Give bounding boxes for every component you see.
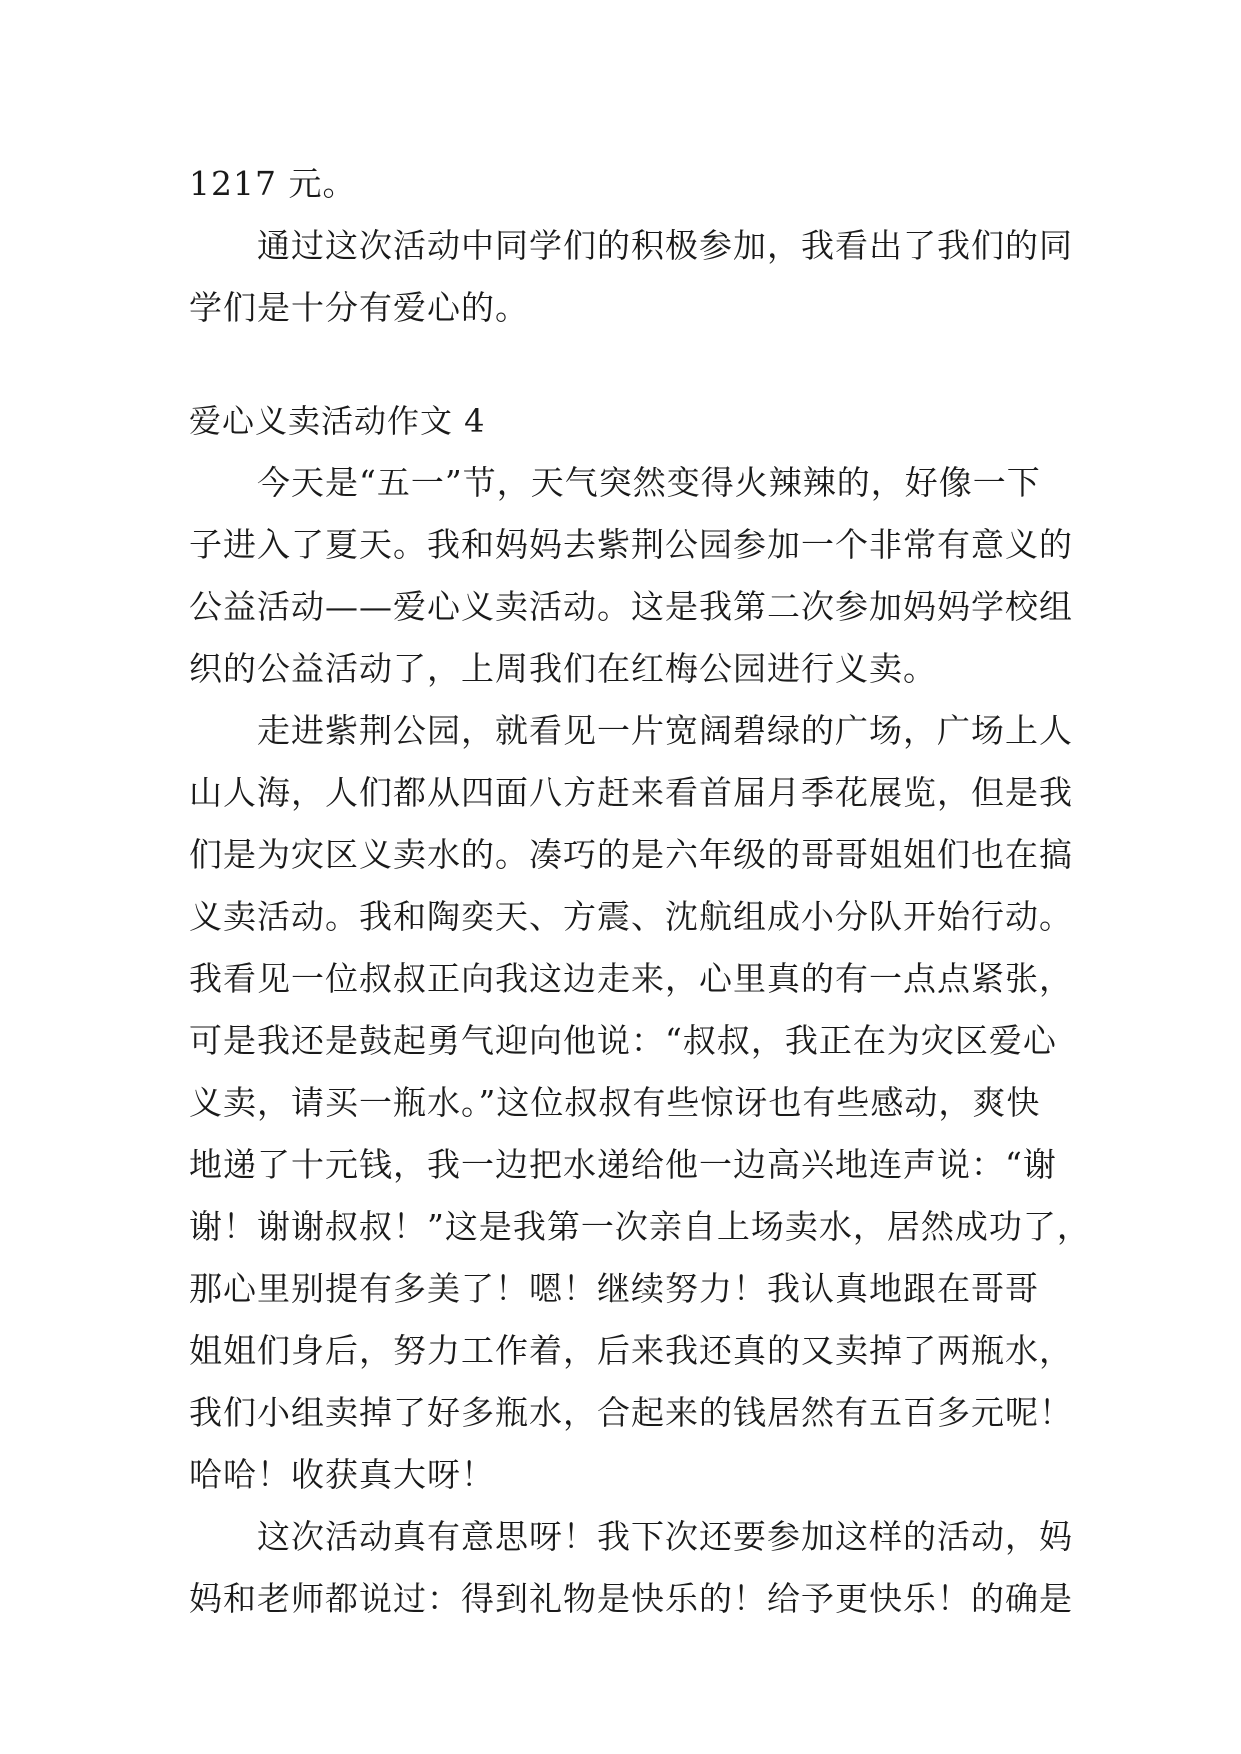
text-line: 姐姐们身后，努力工作着，后来我还真的又卖掉了两瓶水， <box>189 1331 1073 1370</box>
text-line: 子进入了夏天。我和妈妈去紫荆公园参加一个非常有意义的 <box>189 525 1073 564</box>
continued-paragraphs <box>189 153 1073 339</box>
text-line: 那心里别提有多美了！嗯！继续努力！我认真地跟在哥哥 <box>189 1269 1039 1308</box>
text-line: 织的公益活动了，上周我们在红梅公园进行义卖。 <box>189 649 937 688</box>
text-line: 地递了十元钱，我一边把水递给他一边高兴地连声说：“谢 <box>189 1145 1057 1184</box>
text-line: 们是为灾区义卖水的。凑巧的是六年级的哥哥姐姐们也在搞 <box>189 835 1073 874</box>
text-line: 谢！谢谢叔叔！”这是我第一次亲自上场卖水，居然成功了， <box>189 1207 1091 1246</box>
text-line: 可是我还是鼓起勇气迎向他说：“叔叔，我正在为灾区爱心 <box>189 1021 1057 1060</box>
text-line: 学们是十分有爱心的。 <box>189 288 529 327</box>
essay-title <box>189 390 1059 452</box>
text-line: 通过这次活动中同学们的积极参加，我看出了我们的同 <box>189 226 1073 265</box>
text-line: 1217 元。 <box>189 164 357 203</box>
essay-title-text: 爱心义卖活动作文 4 <box>189 402 486 440</box>
text-line: 妈和老师都说过：得到礼物是快乐的！给予更快乐！的确是 <box>189 1579 1073 1618</box>
essay-body <box>189 452 1091 1630</box>
text-line: 今天是“五一”节，天气突然变得火辣辣的，好像一下 <box>189 463 1041 502</box>
text-line: 我看见一位叔叔正向我这边走来，心里真的有一点点紧张， <box>189 959 1073 998</box>
text-line: 山人海，人们都从四面八方赶来看首届月季花展览，但是我 <box>189 773 1073 812</box>
text-line: 我们小组卖掉了好多瓶水，合起来的钱居然有五百多元呢！ <box>189 1393 1073 1432</box>
text-line: 公益活动——爱心义卖活动。这是我第二次参加妈妈学校组 <box>189 587 1073 626</box>
text-line: 哈哈！收获真大呀！ <box>189 1455 495 1494</box>
text-line: 走进紫荆公园，就看见一片宽阔碧绿的广场，广场上人 <box>189 711 1073 750</box>
text-line: 义卖活动。我和陶奕天、方震、沈航组成小分队开始行动。 <box>189 897 1073 936</box>
text-line: 这次活动真有意思呀！我下次还要参加这样的活动，妈 <box>189 1517 1073 1556</box>
text-line: 义卖，请买一瓶水。”这位叔叔有些惊讶也有些感动，爽快 <box>189 1083 1041 1122</box>
